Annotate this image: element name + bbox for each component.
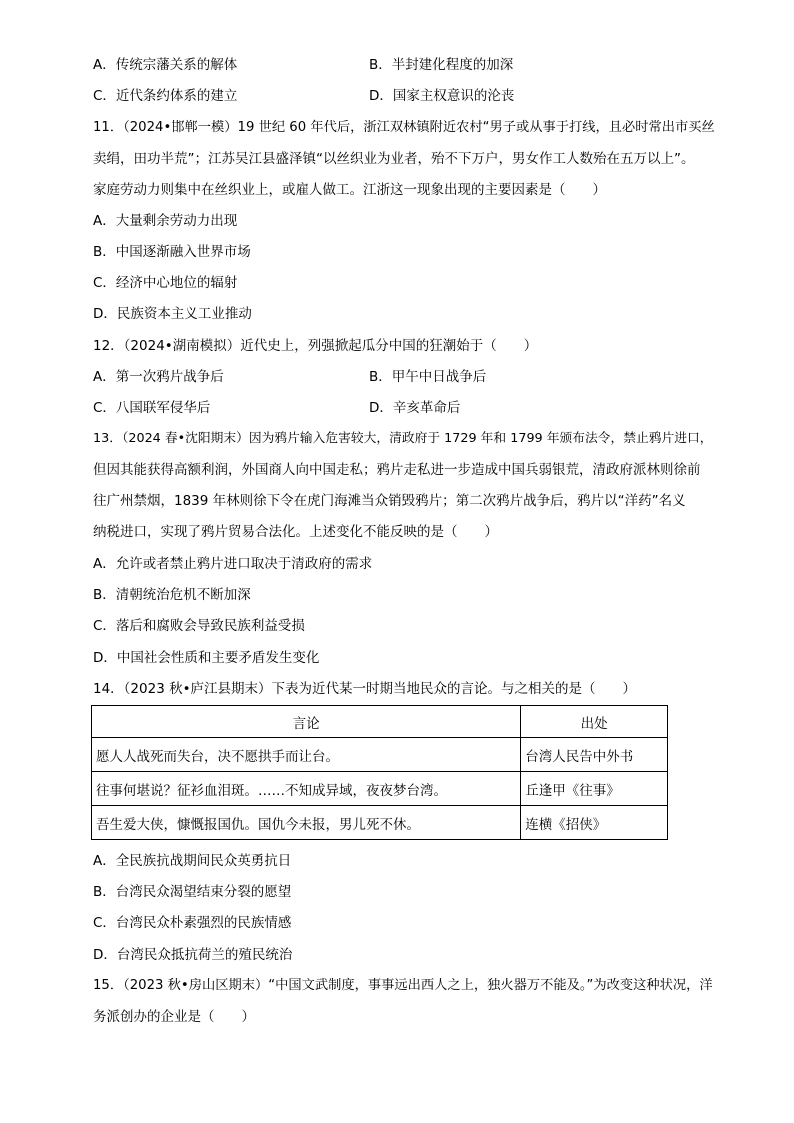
q11-option-c: C．经济中心地位的辐射 [93, 275, 238, 291]
q11-stem-line-3: 家庭劳动力则集中在丝织业上，或雇人做工。江浙这一现象出现的主要因素是（ ） [93, 182, 606, 198]
q13-option-b: B．清朝统治危机不断加深 [93, 587, 251, 603]
q11-option-d: D．民族资本主义工业推动 [93, 306, 252, 322]
q10-option-d: D．国家主权意识的沦丧 [369, 88, 515, 104]
q13-stem-line-3: 往广州禁烟，1839 年林则徐下令在虎门海滩当众销毁鸦片；第二次鸦片战争后，鸦片以“洋药”名义 [93, 493, 686, 509]
table-header-source: 出处 [521, 706, 668, 738]
q14-option-a: A．全民族抗战期间民众英勇抗日 [93, 853, 292, 869]
q15-stem-line-2: 务派创办的企业是（ ） [93, 1009, 255, 1025]
table-cell-source: 台湾人民告中外书 [521, 738, 668, 772]
table-cell-source: 丘逢甲《往事》 [521, 772, 668, 806]
q12-option-c: C．八国联军侵华后 [93, 400, 211, 416]
table-cell-source: 连横《招侠》 [521, 806, 668, 840]
q12-stem: 12．（2024•湖南模拟）近代史上，列强掀起瓜分中国的狂潮始于（ ） [93, 338, 538, 354]
q13-option-c: C．落后和腐败会导致民族利益受损 [93, 618, 305, 634]
q12-option-d: D．辛亥革命后 [369, 400, 461, 416]
q14-option-b: B．台湾民众渴望结束分裂的愿望 [93, 884, 292, 900]
table-header-row [92, 706, 668, 738]
table-row [92, 772, 668, 806]
table-header-quote: 言论 [92, 706, 521, 738]
table-row [92, 806, 668, 840]
table-cell-quote: 愿人人战死而失台，决不愿拱手而让台。 [92, 738, 521, 772]
q14-option-d: D．台湾民众抵抗荷兰的殖民统治 [93, 947, 293, 963]
q14-stem: 14．（2023 秋•庐江县期末）下表为近代某一时期当地民众的言论。与之相关的是（ ） [93, 681, 637, 697]
table-cell-quote: 吾生爱大侠，慷慨报国仇。国仇今未报，男儿死不休。 [92, 806, 521, 840]
q10-option-c: C．近代条约体系的建立 [93, 88, 238, 104]
q13-stem-line-2: 但因其能获得高额利润，外国商人向中国走私；鸦片走私进一步造成中国兵弱银荒，清政府派林则徐前 [93, 462, 701, 478]
q10-option-a: A．传统宗藩关系的解体 [93, 57, 238, 73]
q13-stem-line-1: 13．（2024 春•沈阳期末）因为鸦片输入危害较大，清政府于 1729 年和 1799 年颁布法令，禁止鸦片进口， [93, 431, 713, 446]
q13-stem-line-4: 纳税进口，实现了鸦片贸易合法化。上述变化不能反映的是（ ） [93, 524, 498, 540]
q11-stem-line-2: 卖绢，田功半荒”；江苏吴江县盛泽镇“以丝织业为业者，殆不下万户，男女作工人数殆在五万以上”。 [93, 151, 695, 167]
q13-option-d: D．中国社会性质和主要矛盾发生变化 [93, 650, 320, 666]
table-cell-quote: 往事何堪说？征衫血泪斑。……不知成异域，夜夜梦台湾。 [92, 772, 521, 806]
q14-option-c: C．台湾民众朴素强烈的民族情感 [93, 915, 292, 931]
q15-stem-line-1: 15．（2023 秋•房山区期末）“中国文武制度，事事远出西人之上，独火器万不能及。”为改变这种状况，洋 [93, 978, 713, 993]
q12-option-b: B．甲午中日战争后 [369, 369, 487, 385]
q11-option-b: B．中国逐渐融入世界市场 [93, 244, 251, 260]
q11-stem-line-1: 11．（2024•邯郸一模）19 世纪 60 年代后，浙江双林镇附近农村“男子或从事于打线，且必时常出市买丝 [93, 120, 715, 135]
q13-option-a: A．允许或者禁止鸦片进口取决于清政府的需求 [93, 556, 373, 572]
q14-quote-table [91, 705, 668, 840]
q12-option-a: A．第一次鸦片战争后 [93, 369, 224, 385]
table-row [92, 738, 668, 772]
q10-option-b: B．半封建化程度的加深 [369, 57, 514, 73]
q11-option-a: A．大量剩余劳动力出现 [93, 213, 238, 229]
